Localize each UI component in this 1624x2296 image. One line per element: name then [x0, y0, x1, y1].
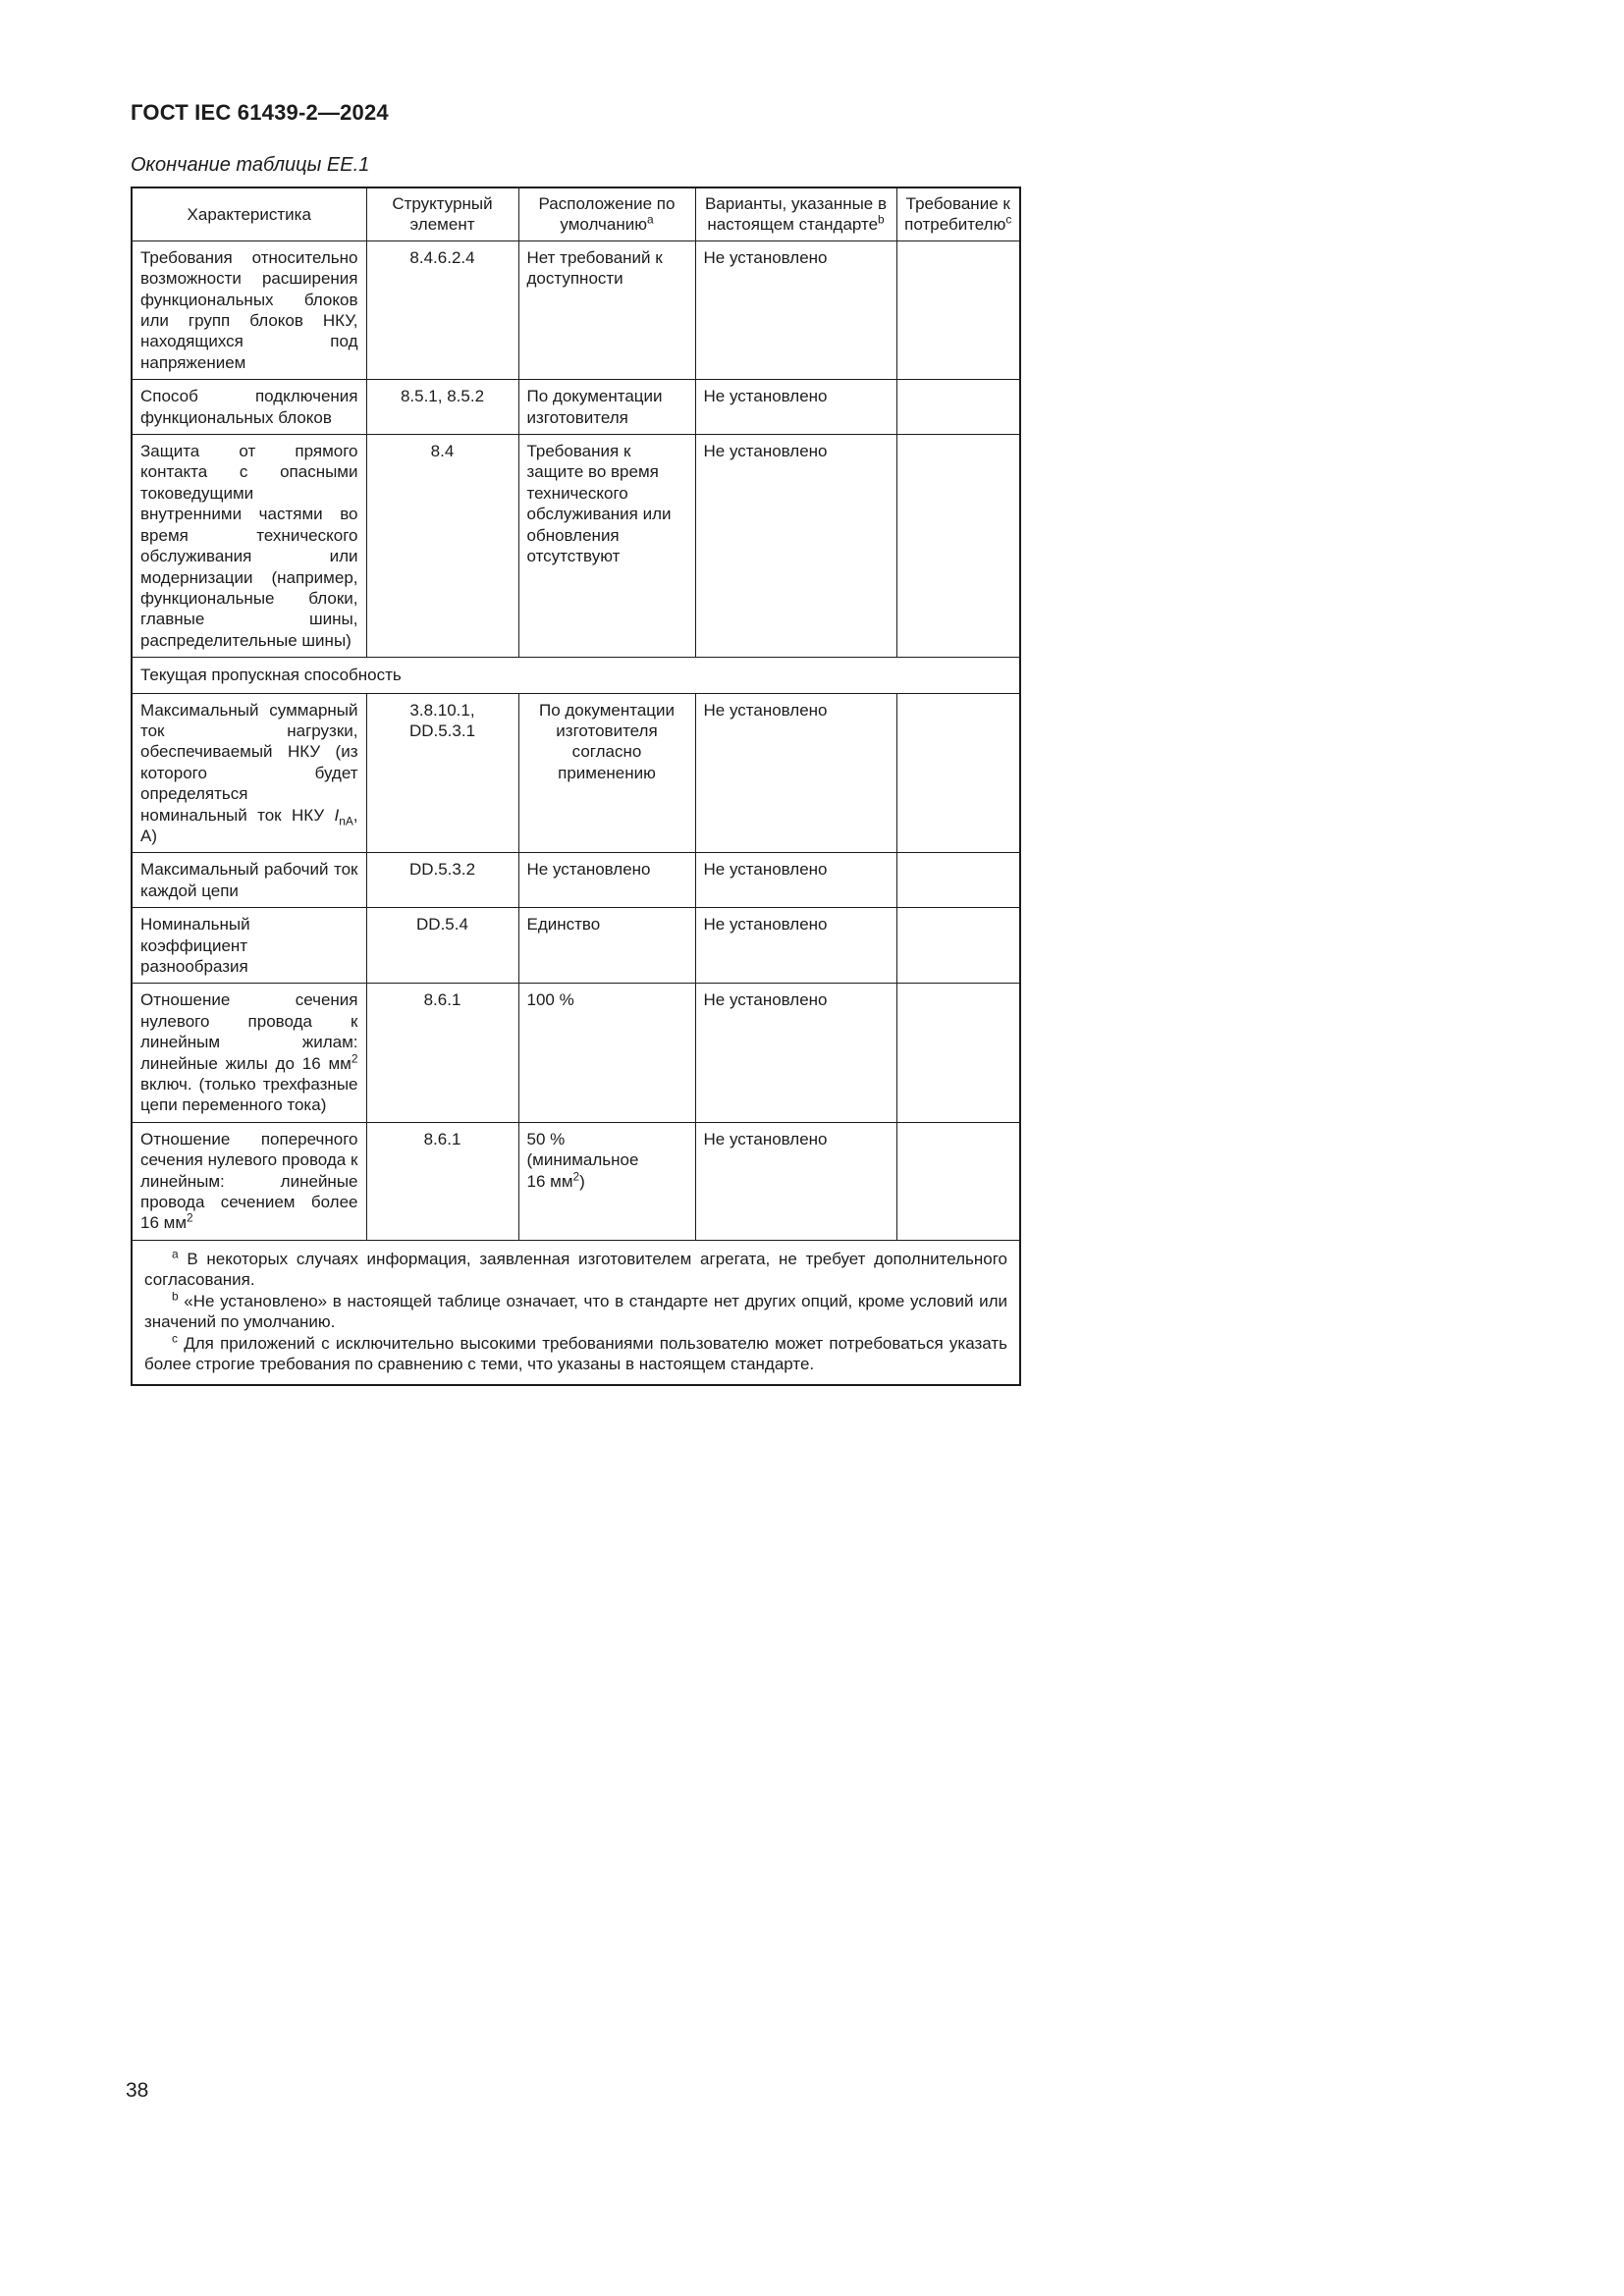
cell-default-location: Единство [518, 908, 695, 984]
table-row [132, 380, 1020, 435]
cell-consumer-requirement [896, 435, 1020, 658]
document-title: ГОСТ IEC 61439-2—2024 [131, 100, 389, 125]
table-header-row [132, 187, 1020, 240]
cell-default-location: По документации изготовителя согласно применению [518, 693, 695, 853]
table-caption: Окончание таблицы ЕЕ.1 [131, 154, 370, 176]
cell-default-location: По документации изготовителя [518, 380, 695, 435]
cell-characteristic: Номинальный коэффициент разнообразия [132, 908, 366, 984]
cell-variants: Не установлено [695, 853, 896, 908]
col-header-default-location: Расположение по умолчанию$^a$ [518, 187, 695, 240]
cell-default-location: Требования к защите во время технического обслуживания или обновления отсутствуют [518, 435, 695, 658]
cell-structural-element: 8.6.1 [366, 984, 518, 1122]
table-row [132, 853, 1020, 908]
cell-structural-element: DD.5.4 [366, 908, 518, 984]
cell-default-location: 50 % (минимальное 16 $мм^2$) [518, 1122, 695, 1240]
cell-consumer-requirement [896, 240, 1020, 379]
col-header-consumer-requirement: Требование к потребителю$^c$ [896, 187, 1020, 240]
cell-default-location: Нет требований к доступности [518, 240, 695, 379]
cell-characteristic: Отношение сечения нулевого провода к линейным жилам: линейные жилы до 16 $мм^2$ включ. (только трехфазные цепи переменного тока) [132, 984, 366, 1122]
cell-structural-element: 8.4 [366, 435, 518, 658]
cell-consumer-requirement [896, 380, 1020, 435]
table-row [132, 984, 1020, 1122]
footnote-b: $^b$ «Не установлено» в настоящей таблице означает, что в стандарте нет других опций, кроме условий или значений по умолчанию. [144, 1289, 1007, 1332]
cell-consumer-requirement [896, 908, 1020, 984]
cell-variants: Не установлено [695, 693, 896, 853]
cell-characteristic: Способ подключения функциональных блоков [132, 380, 366, 435]
table-row [132, 240, 1020, 379]
page-number: 38 [126, 2079, 149, 2102]
cell-variants: Не установлено [695, 1122, 896, 1240]
cell-structural-element: 8.4.6.2.4 [366, 240, 518, 379]
footnotes-row [132, 1240, 1020, 1385]
table-ee1 [131, 187, 1021, 1386]
table-row [132, 1122, 1020, 1240]
table-row [132, 908, 1020, 984]
col-header-characteristic: Характеристика [132, 187, 366, 240]
cell-consumer-requirement [896, 693, 1020, 853]
cell-consumer-requirement [896, 984, 1020, 1122]
cell-variants: Не установлено [695, 435, 896, 658]
col-header-variants: Варианты, указанные в настоящем стандарте$^b$ [695, 187, 896, 240]
table-footnotes [132, 1240, 1020, 1385]
cell-consumer-requirement [896, 1122, 1020, 1240]
cell-default-location: Не установлено [518, 853, 695, 908]
cell-variants: Не установлено [695, 240, 896, 379]
table-header [132, 187, 1020, 240]
cell-variants: Не установлено [695, 984, 896, 1122]
cell-characteristic: Защита от прямого контакта с опасными токоведущими внутренними частями во время технического обслуживания или модернизации (например, функциональные блоки, главные шины, распределительные шины) [132, 435, 366, 658]
footnote-c: $^c$ Для приложений с исключительно высокими требованиями пользователю может потребоваться указать более строгие требования по сравнению с теми, что указаны в настоящем стандарте. [144, 1330, 1007, 1373]
cell-variants: Не установлено [695, 380, 896, 435]
table-body [132, 240, 1020, 1385]
cell-structural-element: 8.5.1, 8.5.2 [366, 380, 518, 435]
cell-characteristic: Требования относительно возможности расширения функциональных блоков или групп блоков НКУ, находящихся под напряжением [132, 240, 366, 379]
col-header-structural-element: Структурный элемент [366, 187, 518, 240]
section-row [132, 658, 1020, 693]
cell-structural-element: 8.6.1 [366, 1122, 518, 1240]
cell-variants: Не установлено [695, 908, 896, 984]
table-row [132, 435, 1020, 658]
table-row [132, 693, 1020, 853]
cell-structural-element: 3.8.10.1, DD.5.3.1 [366, 693, 518, 853]
cell-characteristic: Максимальный суммарный ток нагрузки, обеспечиваемый НКУ (из которого будет определяться номинальный ток НКУ $I_{nA}$, А) [132, 693, 366, 853]
cell-characteristic: Отношение поперечного сечения нулевого провода к линейным: линейные провода сечением более 16 $мм^2$ [132, 1122, 366, 1240]
cell-structural-element: DD.5.3.2 [366, 853, 518, 908]
cell-consumer-requirement [896, 853, 1020, 908]
cell-default-location: 100 % [518, 984, 695, 1122]
footnote-a: $^a$ В некоторых случаях информация, заявленная изготовителем агрегата, не требует дополнительного согласования. [144, 1247, 1007, 1290]
cell-characteristic: Максимальный рабочий ток каждой цепи [132, 853, 366, 908]
section-label: Текущая пропускная способность [132, 658, 1020, 693]
